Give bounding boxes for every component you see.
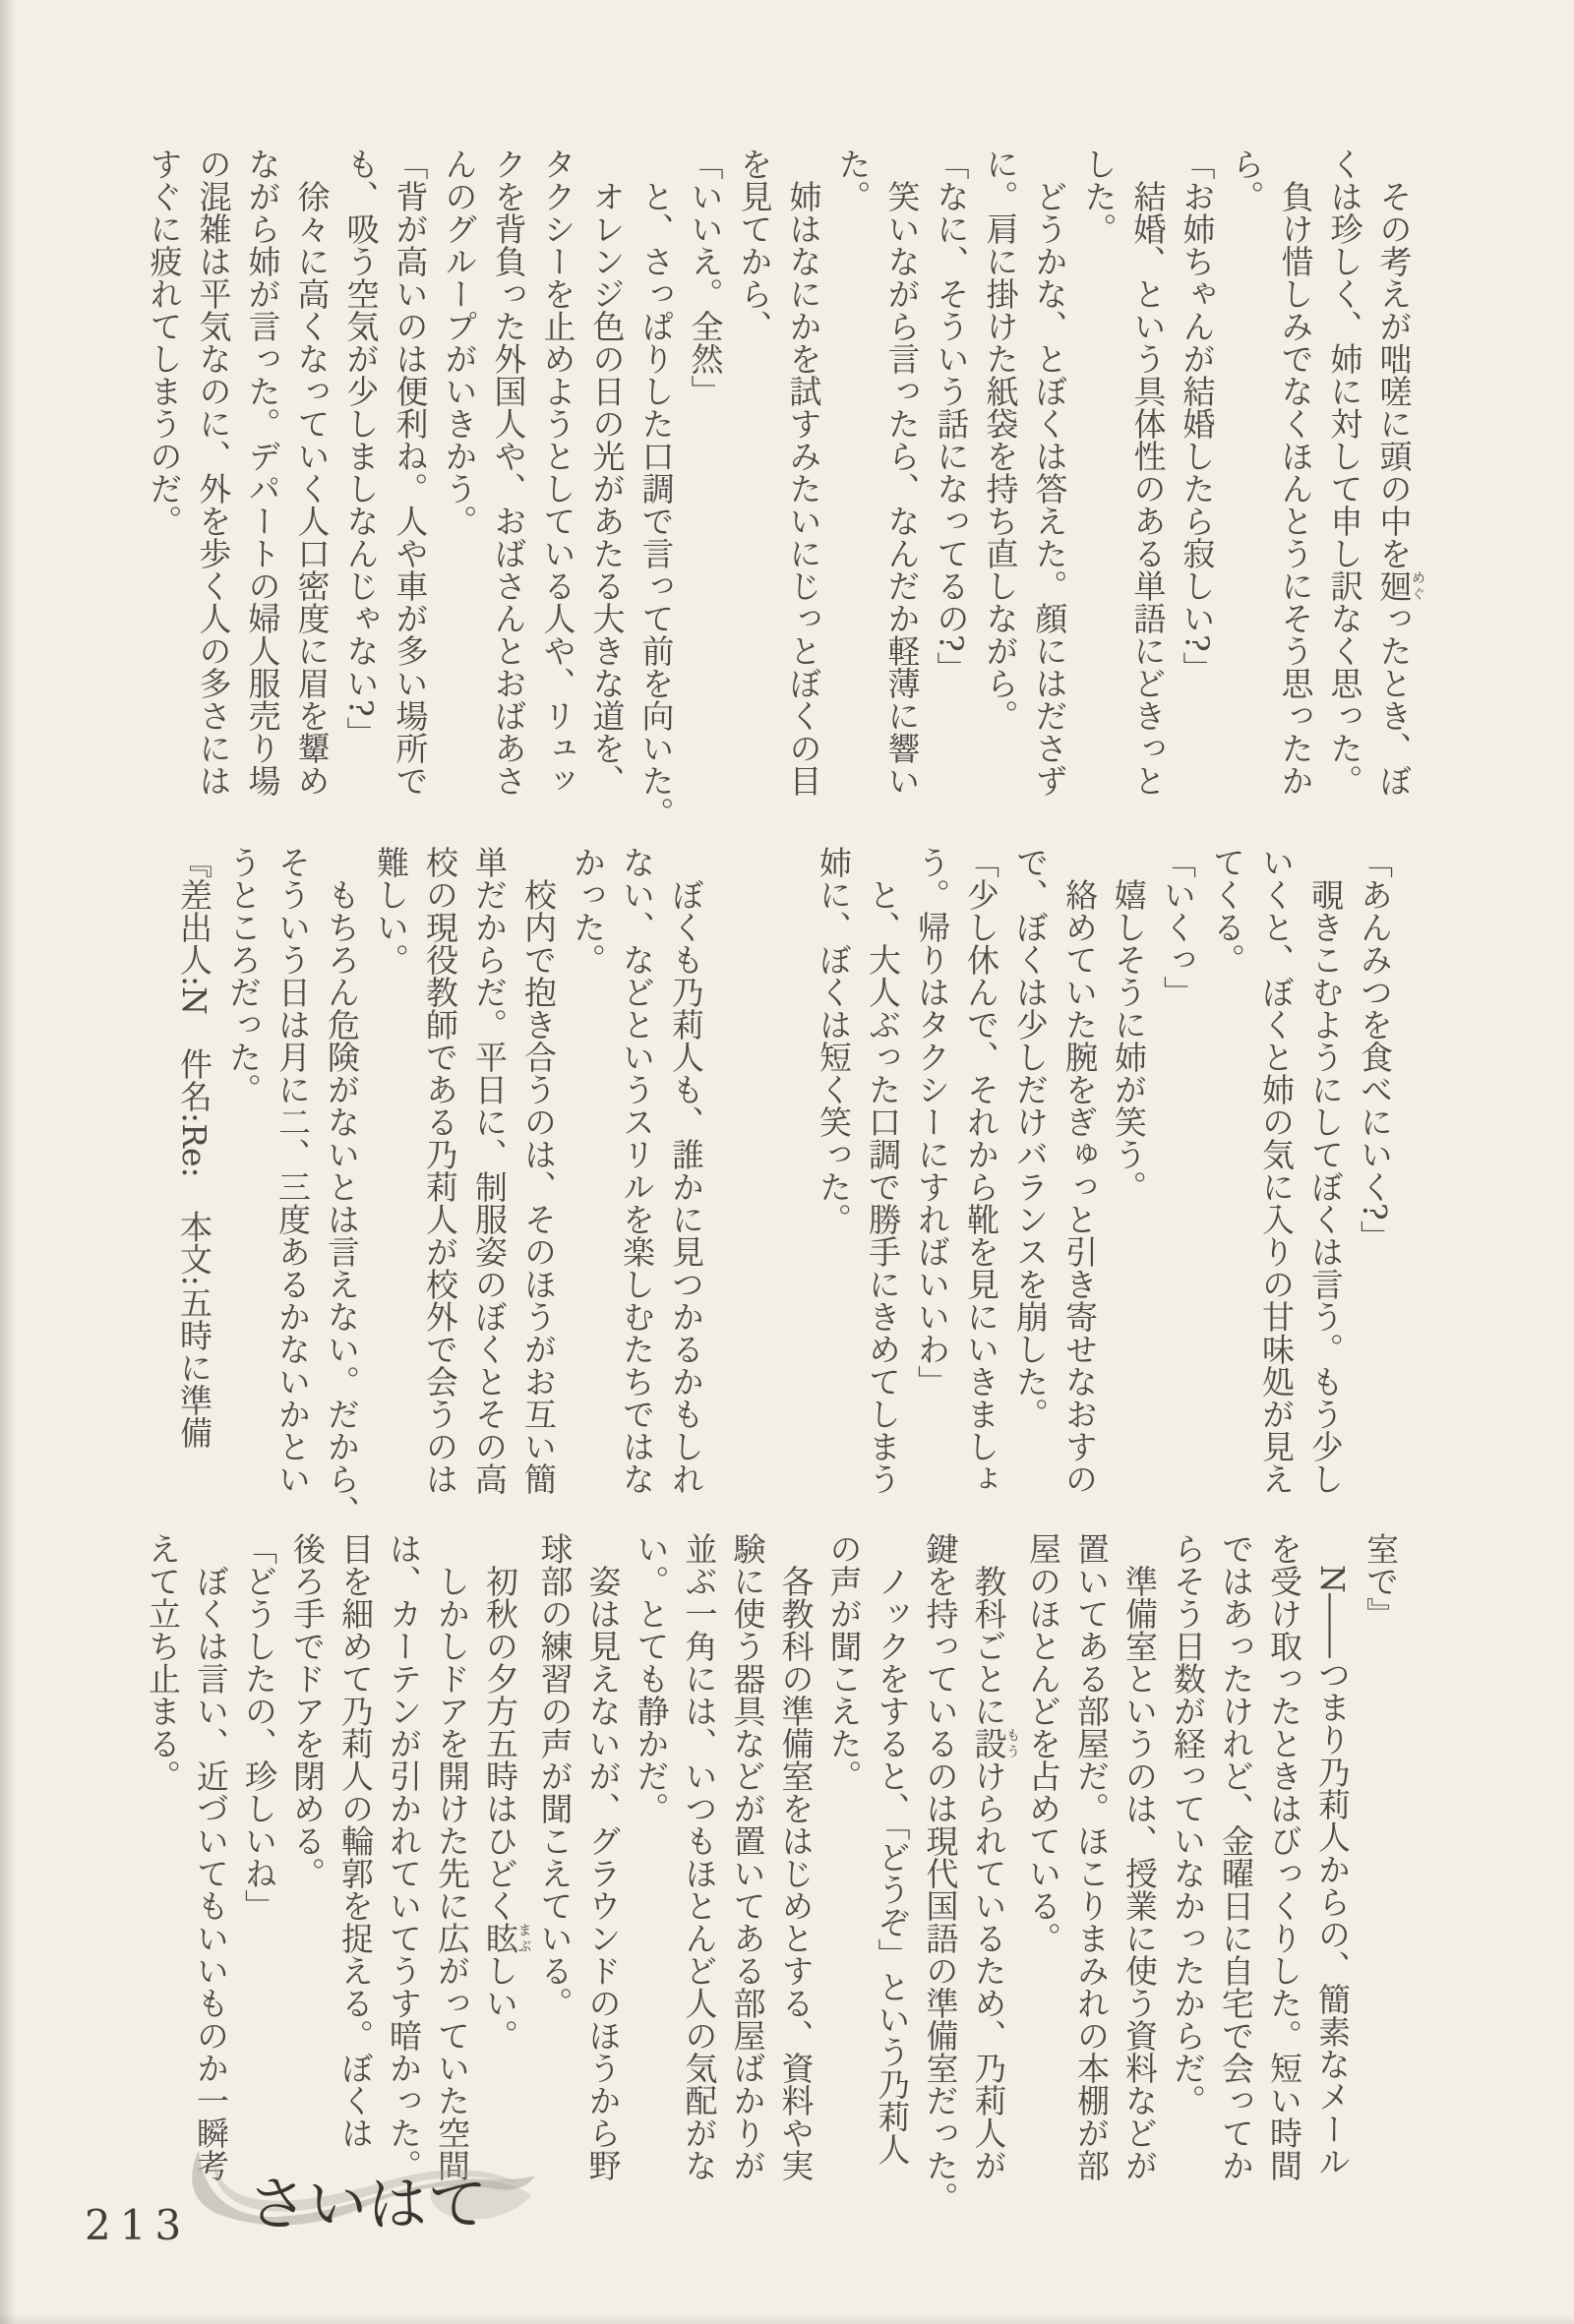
text-line: に。肩に掛けた紙袋を持ち直しながら。: [981, 148, 1020, 732]
page-bottom-shadow: [0, 2314, 1574, 2324]
text-line: もちろん危険がないとは言えない。だから、: [323, 846, 361, 1527]
text-line: 姉に、ぼくは短く笑った。: [815, 846, 853, 1235]
text-line: 準備室というのは、授業に使う資料などが: [1120, 1532, 1159, 2181]
text-line: で、ぼくは少しだけバランスを崩した。: [1011, 846, 1050, 1430]
text-line: う。帰りはタクシーにすればいいわ」: [913, 846, 951, 1398]
text-line: 「お姉ちゃんが結婚したら寂しい?」: [1178, 148, 1217, 685]
text-line: 「背が高いのは便利ね。人や車が多い場所で: [391, 148, 430, 797]
text-line: 『差出人:N 件名:Re: 本文:五時に準備: [175, 846, 213, 1449]
text-line: 姉はなにかを試すみたいにじっとぼくの目: [784, 148, 823, 797]
text-line: ノックをすると、「どうぞ」という乃莉人: [873, 1532, 912, 2166]
text-line: 「どうしたの、珍しいね」: [240, 1532, 278, 1922]
text-line: 球部の練習の声が聞こえている。: [535, 1532, 575, 2019]
text-line: の声が聞こえた。: [824, 1532, 864, 1792]
text-line: ぼくも乃莉人も、誰かに見つかるかもしれ: [667, 846, 705, 1495]
text-line: 鍵を持っているのは現代国語の準備室だった。: [921, 1532, 960, 2214]
text-line: 室で』: [1362, 1532, 1400, 1630]
text-line: を見てから、: [735, 148, 774, 342]
text-line: い。とても静かだ。: [632, 1532, 671, 1824]
text-line: 並ぶ一角には、いつもほとんど人の気配がな: [680, 1532, 719, 2181]
text-line: タクシーを止めようとしている人や、リュッ: [538, 148, 577, 797]
text-line: を受け取ったときはびっくりした。短い時間: [1265, 1532, 1303, 2181]
text-line: えて立ち止まる。: [144, 1532, 182, 1792]
text-line: は、カーテンが引かれていてうす暗かった。: [385, 1532, 423, 2181]
text-line: どうかな、とぼくは答えた。顔にはださず: [1030, 148, 1069, 797]
text-line: 屋のほとんどを占めている。: [1024, 1532, 1062, 1954]
text-band-middle: [169, 846, 1399, 1534]
text-line: 徐々に高くなっていく人口密度に眉を顰め: [292, 148, 332, 797]
text-line: ぼくは言い、近づいてもいいものか一瞬考: [192, 1532, 230, 2181]
text-line: 各教科の準備室をはじめとする、資料や実: [776, 1532, 816, 2181]
text-line: 結婚、という具体性のある単語にどきっと: [1128, 148, 1168, 797]
page-edge-shadow: [0, 0, 16, 2324]
text-line: の混雑は平気なのに、外を歩く人の多さには: [194, 148, 233, 797]
text-band-bottom: [139, 1532, 1405, 2221]
text-line: 置いてある部屋だ。ほこりまみれの本棚が部: [1072, 1532, 1111, 2181]
text-line: 験に使う器具などが置いてある部屋ばかりが: [728, 1532, 767, 2181]
text-line: [759, 846, 809, 1534]
text-line: と、大人ぶった口調で勝手にきめてしまう: [864, 846, 902, 1495]
text-line: 負け惜しみでなくほんとうにそう思ったか: [1276, 148, 1315, 797]
text-line: 校内で抱き合うのは、そのほうがお互い簡: [519, 846, 558, 1495]
text-line: した。: [1079, 148, 1119, 245]
text-band-top: [140, 148, 1425, 836]
text-line: ながら姉が言った。デパートの婦人服売り場: [243, 148, 282, 797]
text-line: 校の現役教師である乃莉人が校外で会うのは: [421, 846, 459, 1495]
text-line: かった。: [569, 846, 607, 976]
text-line: ない、などというスリルを楽しむたちではな: [618, 846, 656, 1495]
text-line: 単だからだ。平日に、制服姿のぼくとその高: [470, 846, 509, 1495]
text-line: そういう日は月に二、三度あるかないかとい: [273, 846, 312, 1495]
text-line: 覗きこむようにしてぼくは言う。もう少し: [1306, 846, 1345, 1495]
page-number: 213: [85, 2201, 191, 2249]
text-line: も、吸う空気が少しましなんじゃない?」: [341, 148, 381, 749]
text-line: 姿は見えないが、グラウンドのほうから野: [583, 1532, 623, 2181]
text-line: 嬉しそうに姉が笑う。: [1110, 846, 1148, 1203]
text-line: らそう日数が経っていなかったからだ。: [1169, 1532, 1207, 2116]
text-line: オレンジ色の日の光があたる大きな道を、: [587, 148, 627, 797]
text-line: てくる。: [1208, 846, 1246, 976]
text-line: た。: [833, 148, 873, 212]
text-line: と、さっぱりした口調で言って前を向いた。: [636, 148, 676, 829]
text-line: くは珍しく、姉に対して申し訳なく思った。: [1325, 148, 1364, 797]
text-line: 後ろ手でドアを閉める。: [288, 1532, 327, 1889]
text-line: クを背負った外国人や、おばさんとおばあさ: [489, 148, 528, 797]
text-line: 初秋の夕方五時はひどく眩まぶしい。: [481, 1532, 532, 2052]
text-line: 「いくっ」: [1159, 846, 1197, 1008]
text-line: しかしドアを開けた先に広がっていた空間: [433, 1532, 471, 2181]
text-line: んのグループがいきかう。: [440, 148, 479, 537]
chapter-title: さいはて: [248, 2171, 488, 2239]
text-line: N――つまり乃莉人からの、簡素なメール: [1313, 1532, 1352, 2177]
text-line: 笑いながら言ったら、なんだか軽薄に響い: [882, 148, 922, 797]
text-line: 「いいえ。全然」: [686, 148, 725, 407]
text-line: すぐに疲れてしまうのだ。: [145, 148, 184, 537]
text-line: うところだった。: [224, 846, 263, 1105]
text-line: 教科ごとに設もうけられているため、乃莉人が: [969, 1532, 1020, 2181]
text-line: 難しい。: [372, 846, 410, 976]
text-line: [710, 846, 759, 1534]
text-line: 「あんみつを食べにいく?」: [1356, 846, 1394, 1253]
text-line: ではあったけれど、金曜日に自宅で会ってか: [1217, 1532, 1255, 2181]
text-line: その考えが咄嗟に頭の中を廻めぐったとき、ぼ: [1374, 148, 1425, 797]
text-line: 「少し休んで、それから靴を見にいきましょ: [962, 846, 1000, 1495]
text-line: いくと、ぼくと姉の気に入りの甘味処が見え: [1257, 846, 1296, 1495]
text-line: 目を細めて乃莉人の輪郭を捉える。ぼくは: [336, 1532, 375, 2149]
text-line: 「なに、そういう話になってるの?」: [932, 148, 971, 685]
text-line: 絡めていた腕をぎゅっと引き寄せなおすの: [1060, 846, 1099, 1495]
text-line: ら。: [1227, 148, 1266, 212]
